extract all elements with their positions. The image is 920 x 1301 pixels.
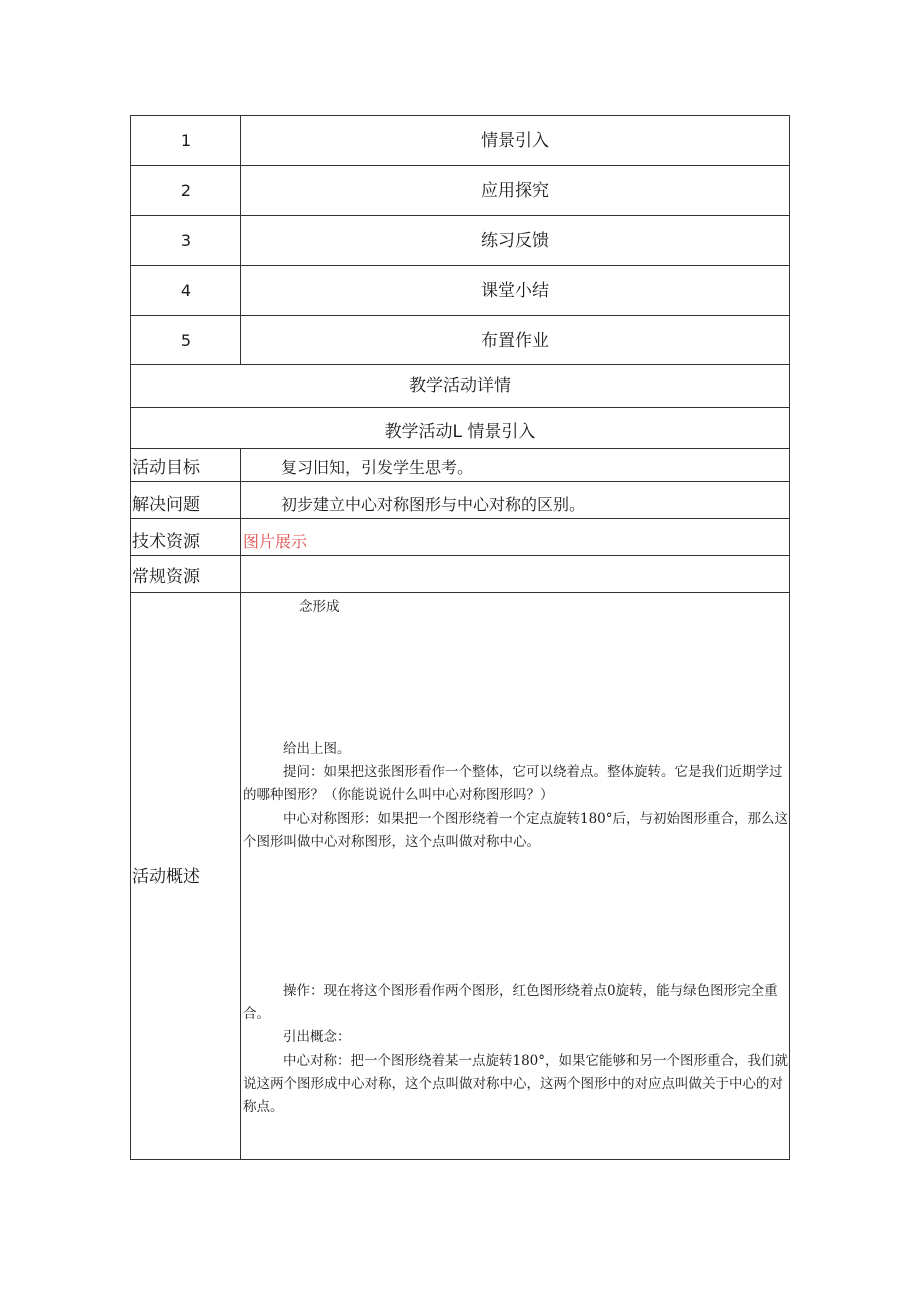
stage-name: 练习反馈 <box>481 231 549 251</box>
stage-number: 5 <box>180 331 192 350</box>
overview-label: 活动概述 <box>132 867 200 887</box>
activity-title: 教学活动L 情景引入 <box>384 422 536 442</box>
row-divider <box>131 165 789 166</box>
row-divider <box>131 555 789 556</box>
row-divider <box>131 364 789 365</box>
overview-paragraph: 中心对称：把一个图形绕着某一点旋转180°，如果它能够和另一个图形重合，我们就说这两个图形成中心对称，这个点叫做对称中心，这两个图形中的对应点叫做关于中心的对称点。 <box>243 1053 789 1115</box>
row-divider <box>131 265 789 266</box>
stage-number: 3 <box>180 231 192 250</box>
stage-number: 1 <box>180 131 192 150</box>
stage-number: 4 <box>180 281 192 300</box>
overview-paragraph: 提问：如果把这张图形看作一个整体，它可以绕着点。整体旋转。它是我们近期学过的哪种图形？（你能说说什么叫中心对称图形吗？） <box>243 764 783 803</box>
row-divider <box>131 518 789 519</box>
row-divider <box>131 407 789 408</box>
goal-value: 复习旧知，引发学生思考。 <box>281 458 474 477</box>
details-title: 教学活动详情 <box>409 376 511 396</box>
problem-label: 解决问题 <box>132 495 200 515</box>
overview-paragraph: 操作：现在将这个图形看作两个图形，红色图形绕着点0旋转，能与绿色图形完全重合。 <box>243 983 778 1022</box>
overview-paragraph: 给出上图。 <box>283 741 351 757</box>
stage-name: 应用探究 <box>481 181 549 201</box>
overview-paragraph: 中心对称图形：如果把一个图形绕着一个定点旋转180°后，与初始图形重合，那么这个图形叫做中心对称图形，这个点叫做对称中心。 <box>243 811 789 850</box>
overview-paragraph: 引出概念： <box>283 1029 351 1045</box>
row-divider <box>131 481 789 482</box>
stage-number: 2 <box>180 181 192 200</box>
row-divider <box>131 315 789 316</box>
problem-value: 初步建立中心对称图形与中心对称的区别。 <box>281 495 586 514</box>
goal-label: 活动目标 <box>132 458 200 478</box>
column-divider <box>240 448 241 1159</box>
row-divider <box>131 448 789 449</box>
row-divider <box>131 592 789 593</box>
stage-name: 情景引入 <box>481 131 549 151</box>
tech-value: 图片展示 <box>243 532 308 551</box>
normal-label: 常规资源 <box>132 567 200 587</box>
overview-fragment: 念形成 <box>299 599 340 615</box>
lesson-plan-table <box>130 115 790 1160</box>
row-divider <box>131 215 789 216</box>
stage-name: 课堂小结 <box>481 281 549 301</box>
tech-label: 技术资源 <box>132 532 200 552</box>
stage-name: 布置作业 <box>481 331 549 351</box>
